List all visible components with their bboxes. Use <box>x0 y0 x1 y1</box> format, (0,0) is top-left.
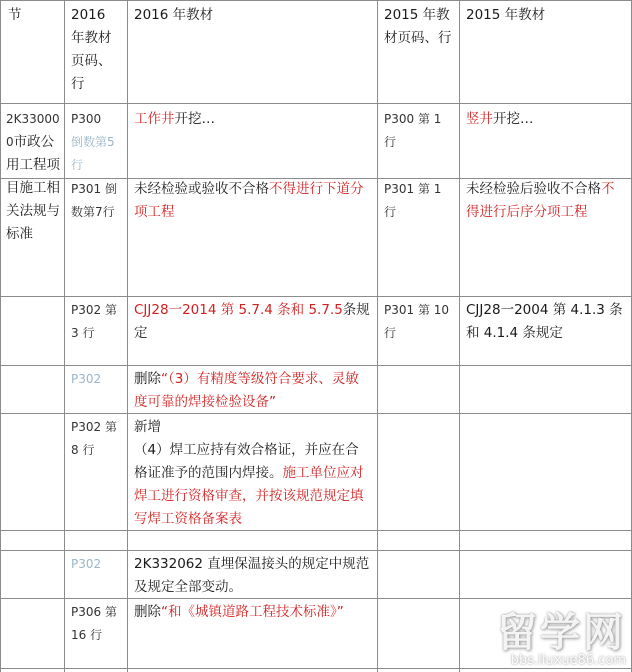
row1-2016-page-line: 倒数第5行 <box>71 135 115 172</box>
row1-2016-text: 工作井开挖… <box>134 111 215 127</box>
header-2015-page: 2015 年教材页码、行 <box>384 7 452 46</box>
section-title: 市政公用工程项目施工相关法规与标准 <box>6 134 60 242</box>
row2-2015-page: P301 第 1 行 <box>384 182 442 219</box>
row1-2015-text: 竖井开挖… <box>466 111 534 127</box>
row2-2015-text: 未经检验后验收不合格不得进行后序分项工程 <box>466 181 615 220</box>
row3-2016-page: P302 第 3 行 <box>71 303 117 340</box>
row5-2016-page: P302 第 8 行 <box>71 420 117 457</box>
watermark <box>497 612 626 668</box>
header-section: 节 <box>8 7 22 23</box>
row3-2016-text: CJJ28一2014 第 5.7.4 条和 5.7.5条规定 <box>134 302 370 341</box>
row6-2016-text: 2K332062 直埋保温接头的规定中规范及规定全部变动。 <box>134 556 370 595</box>
header-2016-text: 2016 年教材 <box>134 7 214 23</box>
watermark-logo: 留学网 <box>497 610 626 656</box>
watermark-url: bbs.liuxue86.com <box>510 653 626 668</box>
row3-2015-text: CJJ28一2004 第 4.1.3 条和 4.1.4 条规定 <box>466 302 623 341</box>
row7-2016-page: P306 第 16 行 <box>71 605 117 642</box>
row2-2016-text: 未经检验或验收不合格不得进行下道分项工程 <box>134 181 364 220</box>
row4-2016-page: P302 <box>71 372 102 386</box>
row1-2016-page-no: P300 <box>71 112 102 126</box>
row6-2016-page: P302 <box>71 557 102 571</box>
row5-2016-text: 新增 （4）焊工应持有效合格证，并应在合格证准予的范围内焊接。施工单位应对焊工进行资格审查，并按该规范规定填写焊工资格备案表 <box>134 419 364 527</box>
header-2016-page: 2016 年教材页码、行 <box>71 7 112 92</box>
row1-2015-page: P300 第 1 行 <box>384 112 442 149</box>
header-2015-text: 2015 年教材 <box>466 7 546 23</box>
row4-2016-text: 删除“（3）有精度等级符合要求、灵敏度可靠的焊接检验设备” <box>134 371 359 410</box>
row3-2015-page: P301 第 10 行 <box>384 303 450 340</box>
row7-2016-text: 删除“和《城镇道路工程技术标准》” <box>134 604 344 620</box>
row2-2016-page: P301 倒数第7行 <box>71 182 117 219</box>
section-code: 2K330000 <box>6 112 60 149</box>
row1-2016-page <box>71 108 123 177</box>
section-cell <box>6 108 61 246</box>
